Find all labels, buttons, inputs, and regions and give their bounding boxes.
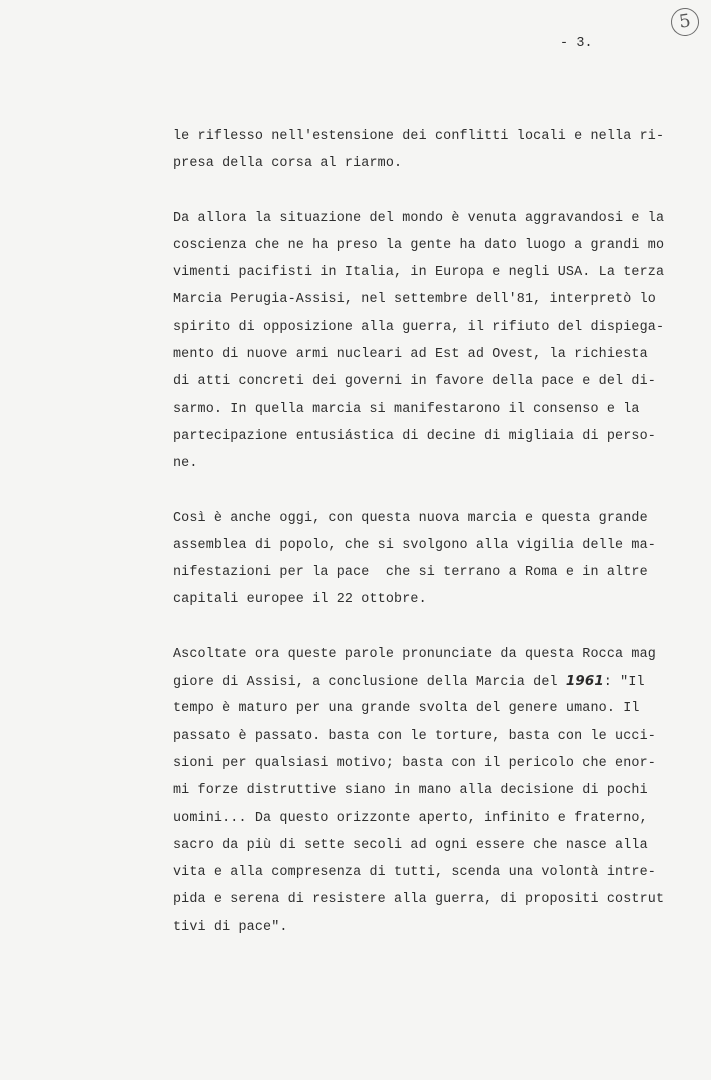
text-line: Marcia Perugia-Assisi, nel settembre dell'81, interpretò lo bbox=[173, 292, 656, 308]
text-line: sioni per qualsiasi motivo; basta con il pericolo che enor- bbox=[173, 755, 656, 771]
body-text bbox=[173, 123, 673, 968]
page-number: - 3. bbox=[560, 36, 593, 51]
text-line: vita e alla compresenza di tutti, scenda una volontà intre- bbox=[173, 865, 656, 881]
paragraph bbox=[173, 641, 673, 941]
text-line: nifestazioni per la pace che si terrano a Roma e in altre bbox=[173, 565, 648, 581]
text-segment: : "Il bbox=[603, 675, 645, 691]
text-line: sacro da più di sette secoli ad ogni essere che nasce alla bbox=[173, 837, 648, 853]
text-line: di atti concreti dei governi in favore della pace e del di- bbox=[173, 374, 656, 390]
text-line: pida e serena di resistere alla guerra, di propositi costrut bbox=[173, 892, 665, 908]
text-line: uomini... Da questo orizzonte aperto, infinito e fraterno, bbox=[173, 810, 648, 826]
text-line: mi forze distruttive siano in mano alla decisione di pochi bbox=[173, 783, 648, 799]
text-line: spirito di opposizione alla guerra, il rifiuto del dispiega- bbox=[173, 319, 665, 335]
text-line: mento di nuove armi nucleari ad Est ad Ovest, la richiesta bbox=[173, 347, 648, 363]
text-line: Da allora la situazione del mondo è venuta aggravandosi e la bbox=[173, 210, 665, 226]
text-line: assemblea di popolo, che si svolgono alla vigilia delle ma- bbox=[173, 537, 656, 553]
paragraph bbox=[173, 505, 673, 614]
text-line: Ascoltate ora queste parole pronunciate da questa Rocca mag bbox=[173, 646, 656, 662]
text-line: passato è passato. basta con le torture, basta con le ucci- bbox=[173, 728, 656, 744]
text-line: capitali europee il 22 ottobre. bbox=[173, 592, 427, 608]
handwritten-year: 1961 bbox=[565, 674, 604, 690]
text-line: tempo è maturo per una grande svolta del genere umano. Il bbox=[173, 701, 640, 717]
text-line: vimenti pacifisti in Italia, in Europa e negli USA. La terza bbox=[173, 265, 665, 281]
page-stamp-circle: 5 bbox=[669, 6, 701, 38]
paragraph bbox=[173, 205, 673, 478]
text-line: partecipazione entusiástica di decine di migliaia di perso- bbox=[173, 428, 656, 444]
text-line: presa della corsa al riarmo. bbox=[173, 156, 403, 172]
paragraph bbox=[173, 123, 673, 178]
text-line: le riflesso nell'estensione dei conflitti locali e nella ri- bbox=[173, 129, 665, 144]
text-line: coscienza che ne ha preso la gente ha dato luogo a grandi mo bbox=[173, 237, 665, 253]
text-line bbox=[173, 668, 673, 695]
text-segment: giore di Assisi, a conclusione della Marcia del bbox=[173, 675, 566, 691]
text-line: Così è anche oggi, con questa nuova marcia e questa grande bbox=[173, 510, 648, 526]
text-line: ne. bbox=[173, 456, 198, 472]
text-line: tivi di pace". bbox=[173, 919, 288, 935]
text-line: sarmo. In quella marcia si manifestarono il consenso e la bbox=[173, 401, 640, 417]
